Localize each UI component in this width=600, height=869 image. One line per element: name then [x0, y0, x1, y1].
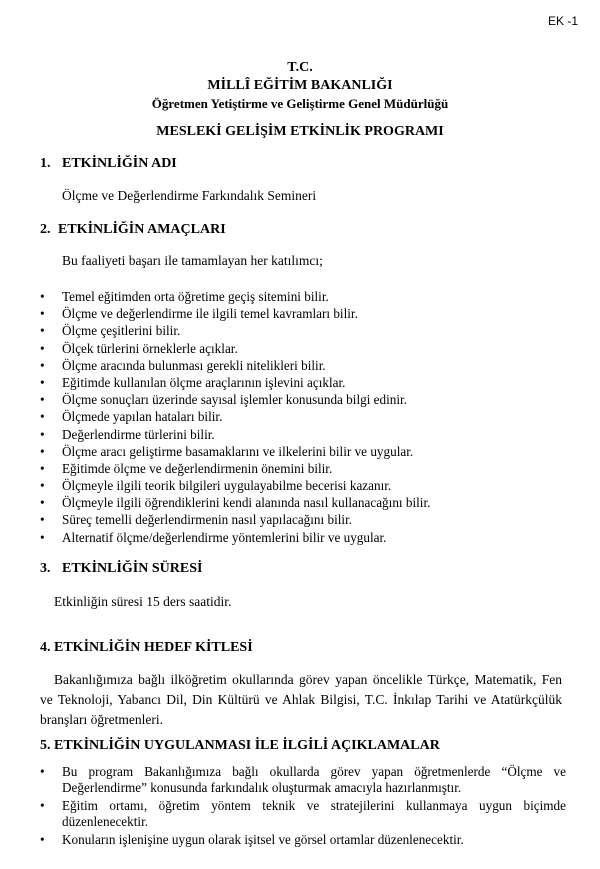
bullet-icon: •	[40, 832, 45, 847]
note-line: Değerlendirme” konusunda farkındalık oluşturmak amacıyla hazırlanmıştır.	[62, 780, 462, 795]
section2-number: 2.	[40, 222, 51, 237]
section5-title: ETKİNLİĞİN UYGULANMASI İLE İLGİLİ AÇIKLAMALAR	[54, 738, 440, 753]
bullet-icon: •	[40, 495, 45, 511]
list-item	[40, 391, 430, 408]
note-line: Konuların işlenişine uygun olarak işitsel ve görsel ortamlar düzenlenecektir.	[62, 832, 464, 847]
bullet-icon: •	[40, 426, 45, 442]
bullet-icon: •	[40, 798, 45, 813]
section4-line: Bakanlığımıza bağlı ilköğretim okullarında görev yapan öncelikle Türkçe, Matematik, Fen	[54, 672, 562, 687]
list-item	[40, 322, 430, 339]
section1-title: ETKİNLİĞİN ADI	[62, 156, 177, 171]
implementation-notes-list	[40, 764, 566, 850]
section4-line: branşları öğretmenleri.	[40, 712, 163, 727]
section1-number: 1.	[40, 156, 51, 171]
list-item	[40, 529, 430, 546]
list-item	[40, 443, 430, 460]
list-item	[40, 408, 430, 425]
section4-body	[40, 670, 562, 730]
objective-text: Eğitimde kullanılan ölçme araçlarının işlevini açıklar.	[62, 374, 346, 390]
section2-intro: Bu faaliyeti başarı ile tamamlayan her katılımcı;	[62, 253, 323, 268]
list-item	[40, 374, 430, 391]
list-item	[40, 511, 430, 528]
bullet-icon: •	[40, 289, 45, 304]
list-item	[40, 426, 430, 443]
header-tc: T.C.	[287, 60, 313, 75]
objective-text: Temel eğitimden orta öğretime geçiş sitemini bilir.	[62, 289, 329, 304]
objective-text: Alternatif ölçme/değerlendirme yöntemlerini bilir ve uygular.	[62, 529, 387, 545]
bullet-icon: •	[40, 512, 45, 528]
program-title: MESLEKİ GELİŞİM ETKİNLİK PROGRAMI	[156, 124, 444, 139]
list-item	[40, 357, 430, 374]
objective-text: Değerlendirme türlerini bilir.	[62, 426, 215, 442]
bullet-icon: •	[40, 478, 45, 494]
bullet-icon: •	[40, 529, 45, 545]
bullet-icon: •	[40, 460, 45, 476]
objective-text: Ölçek türlerini örneklerle açıklar.	[62, 340, 238, 356]
objective-text: Süreç temelli değerlendirmenin nasıl yapılacağını bilir.	[62, 512, 353, 528]
list-item	[40, 340, 430, 357]
list-item	[40, 460, 430, 477]
note-line: Eğitim ortamı, öğretim yöntem teknik ve stratejilerini kullanmaya uygun biçimde	[62, 798, 566, 813]
section5-number: 5.	[40, 738, 51, 753]
objective-text: Ölçmeyle ilgili öğrendiklerini kendi alanında nasıl kullanacağını bilir.	[62, 495, 431, 511]
objective-text: Ölçme sonuçları üzerinde sayısal işlemler konusunda bilgi edinir.	[62, 392, 407, 408]
note-line: düzenlenecektir.	[62, 814, 149, 829]
section4-number: 4.	[40, 640, 51, 655]
objective-text: Ölçme ve değerlendirme ile ilgili temel kavramları bilir.	[62, 306, 358, 322]
section4-title: ETKİNLİĞİN HEDEF KİTLESİ	[54, 640, 253, 655]
bullet-icon: •	[40, 340, 45, 356]
bullet-icon: •	[40, 374, 45, 390]
header-ministry: MİLLÎ EĞİTİM BAKANLIĞI	[207, 78, 393, 93]
objective-text: Eğitimde ölçme ve değerlendirmenin önemini bilir.	[62, 460, 333, 476]
note-line: Bu program Bakanlığımıza bağlı okullarda görev yapan öğretmenlerde “Ölçme ve	[62, 764, 566, 779]
annex-label: EK -1	[547, 14, 578, 28]
list-item	[40, 288, 430, 305]
section3-number: 3.	[40, 561, 51, 576]
list-item	[40, 832, 566, 848]
list-item	[40, 477, 430, 494]
objective-text: Ölçmeyle ilgili teorik bilgileri uygulayabilme becerisi kazanır.	[62, 478, 392, 494]
header-directorate: Öğretmen Yetiştirme ve Geliştirme Genel Müdürlüğü	[151, 96, 449, 111]
objectives-list	[40, 288, 430, 546]
list-item	[40, 798, 566, 830]
list-item	[40, 494, 430, 511]
bullet-icon: •	[40, 409, 45, 425]
objective-text: Ölçme aracında bulunması gerekli nitelikleri bilir.	[62, 357, 326, 373]
section3-title: ETKİNLİĞİN SÜRESİ	[62, 561, 203, 576]
bullet-icon: •	[40, 323, 45, 339]
list-item	[40, 764, 566, 796]
objective-text: Ölçme çeşitlerini bilir.	[62, 323, 181, 339]
section4-line: ve Teknoloji, Yabancı Dil, Din Kültürü ve Ahlak Bilgisi, T.C. İnkılap Tarihi ve Atatürkçülük	[40, 692, 562, 707]
objective-text: Ölçmede yapılan hataları bilir.	[62, 409, 223, 425]
objective-text: Ölçme aracı geliştirme basamaklarını ve ilkelerini bilir ve uygular.	[62, 443, 414, 459]
bullet-icon: •	[40, 443, 45, 459]
section1-body: Ölçme ve Değerlendirme Farkındalık Semineri	[62, 188, 317, 203]
bullet-icon: •	[40, 764, 45, 779]
bullet-icon: •	[40, 306, 45, 322]
bullet-icon: •	[40, 392, 45, 408]
section3-body: Etkinliğin süresi 15 ders saatidir.	[54, 594, 232, 609]
section2-title: ETKİNLİĞİN AMAÇLARI	[58, 222, 226, 237]
bullet-icon: •	[40, 357, 45, 373]
list-item	[40, 305, 430, 322]
